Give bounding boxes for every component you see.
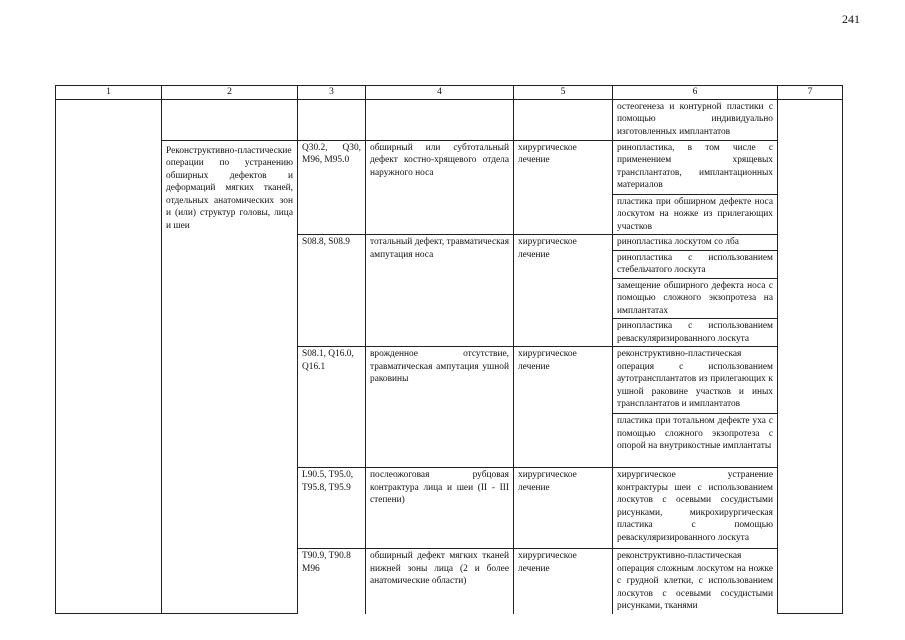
column-header: 6 (613, 86, 778, 100)
cell-codes: T90.9, T90.8 M96 (298, 549, 366, 614)
column-header: 7 (778, 86, 843, 100)
column-header: 2 (162, 86, 298, 100)
cell-treatment (514, 99, 613, 140)
column-header: 5 (514, 86, 613, 100)
cell-method: ринопластика с использованием реваскуляризированного лоскута (613, 319, 778, 347)
cell-col2 (162, 99, 298, 140)
cell-codes: Q30.2, Q30, M96, M95.0 (298, 140, 366, 235)
cell-condition: обширный дефект мягких тканей нижней зоны лица (2 и более анатомические области) (366, 549, 514, 614)
page-number: 241 (842, 12, 860, 26)
cell-condition: послеожоговая рубцовая контрактура лица и шеи (II - III степени) (366, 468, 514, 549)
cell-col1 (56, 99, 162, 614)
cell-condition: тотальный дефект, травматическая ампутация носа (366, 235, 514, 347)
cell-method: ринопластика с использованием стебельчатого лоскута (613, 250, 778, 278)
cell-condition (366, 99, 514, 140)
procedures-table (55, 85, 843, 614)
cell-codes: S08.8, S08.9 (298, 235, 366, 347)
cell-treatment: хирургическое лечение (514, 549, 613, 614)
cell-method: остеогенеза и контурной пластики с помощью индивидуально изготовленных имплантатов (613, 99, 778, 140)
cell-col2-procedure: Реконструктивно-пластические операции по устранению обширных дефектов и деформаций мягких тканей, отдельных анатомических зон и (или) структур головы, лица и шеи (162, 140, 298, 614)
cell-method: ринопластика, в том числе с применением хрящевых трансплантатов, имплантационных материалов (613, 140, 778, 194)
table-row (56, 140, 843, 194)
cell-method: пластика при обширном дефекте носа лоскутом на ножке из прилегающих участков (613, 194, 778, 235)
column-number-row (56, 86, 843, 100)
cell-method: хирургическое устранение контрактуры шеи с использованием лоскутов с осевыми сосудистыми рисунками, микрохирургическая пластика с помощью реваскуляризированного лоскута (613, 468, 778, 549)
cell-treatment: хирургическое лечение (514, 468, 613, 549)
column-header: 3 (298, 86, 366, 100)
cell-codes: S08.1, Q16.0, Q16.1 (298, 347, 366, 468)
cell-method: реконструктивно-пластическая операция сложным лоскутом на ножке с грудной клетки, с использованием лоскутов с осевыми сосудистыми рисунками, тканями (613, 549, 778, 614)
cell-condition: обширный или субтотальный дефект костно-хрящевого отдела наружного носа (366, 140, 514, 235)
table-row (56, 99, 843, 140)
cell-treatment: хирургическое лечение (514, 235, 613, 347)
cell-method: реконструктивно-пластическая операция с использованием аутотрансплантатов из прилегающих к ушной раковине участков и иных трансплантатов и имплантатов (613, 347, 778, 414)
cell-condition: врожденное отсутствие, травматическая ампутация ушной раковины (366, 347, 514, 468)
cell-col7 (778, 99, 843, 614)
cell-codes (298, 99, 366, 140)
cell-treatment: хирургическое лечение (514, 140, 613, 235)
cell-codes: L90.5, T95.0, T95.8, T95.9 (298, 468, 366, 549)
column-header: 4 (366, 86, 514, 100)
cell-treatment: хирургическое лечение (514, 347, 613, 468)
cell-method: замещение обширного дефекта носа с помощью сложного экзопротеза на имплантатах (613, 278, 778, 319)
column-header: 1 (56, 86, 162, 100)
cell-method: пластика при тотальном дефекте уха с помощью сложного экзопротеза с опорой на внутрикостные имплантаты (613, 414, 778, 468)
cell-method: ринопластика лоскутом со лба (613, 235, 778, 251)
